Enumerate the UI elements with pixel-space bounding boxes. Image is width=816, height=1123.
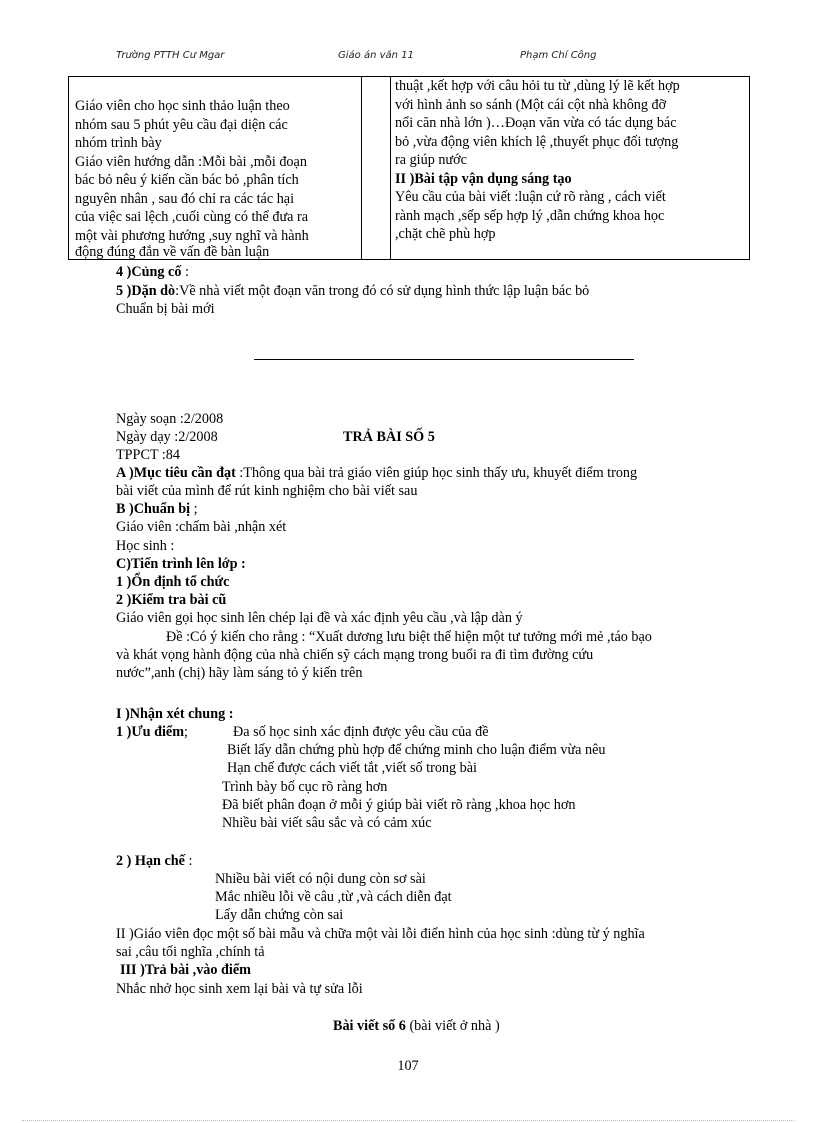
step-review: 2 )Kiểm tra bài cũ xyxy=(116,592,227,608)
goal-line-2: bài viết của mình để rút kinh nghiệm cho bài viết sau xyxy=(116,483,418,499)
topic-line: và khát vọng hành động của nhà chiến sỹ cách mạng trong buổi ra đi tìm đường cứu xyxy=(116,647,594,663)
table-line: với hình ảnh so sánh (Một cái cột nhà không đỡ xyxy=(395,96,667,113)
header-subject: Giáo án văn 11 xyxy=(338,50,414,61)
table-line: một vài phương hướng ,suy nghĩ và hành xyxy=(75,227,309,244)
table-line: Giáo viên cho học sinh thảo luận theo xyxy=(75,98,290,114)
table-line: nguyên nhân , sau đó chỉ ra các tác hại xyxy=(75,190,295,207)
strengths-heading: 1 )Ưu điểm; xyxy=(116,724,188,740)
weakness-item: Nhiều bài viết có nội dung còn sơ sài xyxy=(215,871,426,887)
consolidation-line: 4 )Củng cố : xyxy=(116,264,189,280)
part2-line: II )Giáo viên đọc một số bài mẫu và chữa một vài lỗi điển hình của học sinh :dùng từ ý nghĩa xyxy=(116,926,645,942)
strength-item: Đa số học sinh xác định được yêu cầu của đề xyxy=(233,724,489,740)
lesson-period: TPPCT :84 xyxy=(116,447,180,463)
homework-label: 5 )Dặn dò xyxy=(116,283,176,299)
prep-heading: B )Chuẩn bị ; xyxy=(116,501,198,517)
review-instruction: Giáo viên gọi học sinh lên chép lại đề và xác định yêu cầu ,và lập dàn ý xyxy=(116,610,523,626)
table-line: nổi căn nhà lớn )…Đoạn văn vừa có tác dụng bác xyxy=(395,115,677,131)
page-bottom-border xyxy=(22,1120,794,1121)
table-line: ,chặt chẽ phù hợp xyxy=(395,226,496,242)
remarks-heading: I )Nhận xét chung : xyxy=(116,706,234,722)
strength-item: Đã biết phân đoạn ở mỗi ý giúp bài viết rõ ràng ,khoa học hơn xyxy=(222,797,576,813)
prep-teacher: Giáo viên :chấm bài ,nhận xét xyxy=(116,519,287,535)
strength-item: Nhiều bài viết sâu sắc và có cảm xúc xyxy=(222,815,432,831)
table-line: của việc sai lệch ,cuối cùng có thể đưa ra xyxy=(75,209,309,225)
weakness-item: Lấy dẫn chứng còn sai xyxy=(215,907,344,923)
section-heading: II )Bài tập vận dụng sáng tạo xyxy=(395,170,572,187)
table-line: động đúng đắn về vấn đề bàn luận xyxy=(75,244,270,260)
table-line: nhóm trình bày xyxy=(75,135,162,151)
page-number: 107 xyxy=(397,1058,419,1074)
table-line: nhóm sau 5 phút yêu cầu đại diện các xyxy=(75,116,288,133)
topic-line: Đề :Có ý kiến cho rằng : “Xuất dương lưu biệt thể hiện một tư tưởng mới mẻ ,táo bạo xyxy=(166,629,652,645)
table-line: Giáo viên hướng dẫn :Mỗi bài ,mỗi đoạn xyxy=(75,153,307,170)
part2-line: sai ,câu tối nghĩa ,chính tả xyxy=(116,944,265,960)
prep-student: Học sinh : xyxy=(116,538,175,554)
teacher-activity-cell xyxy=(69,77,362,260)
header-teacher: Phạm Chí Công xyxy=(520,50,597,61)
topic-line: nước”,anh (chị) hãy làm sáng tỏ ý kiến trên xyxy=(116,665,363,681)
goal-line: A )Mục tiêu cần đạt :Thông qua bài trả giáo viên giúp học sinh thấy ưu, khuyết điểm trong xyxy=(116,465,638,481)
next-assignment: Bài viết số 6 (bài viết ở nhà ) xyxy=(333,1018,500,1034)
date-prepared: Ngày soạn :2/2008 xyxy=(116,411,224,427)
weaknesses-heading: 2 ) Hạn chế : xyxy=(116,853,193,869)
table-line: bỏ ,vừa động viên khích lệ ,thuyết phục đối tượng xyxy=(395,133,679,150)
part3-line: Nhắc nhở học sinh xem lại bài và tự sửa lỗi xyxy=(116,981,363,997)
strength-item: Hạn chế được cách viết tắt ,viết số trong bài xyxy=(227,760,477,776)
content-cell xyxy=(391,77,750,260)
strength-item: Trình bày bố cục rõ ràng hơn xyxy=(222,779,388,795)
narrow-column-cell xyxy=(362,77,391,260)
table-line: rành mạch ,sếp sếp hợp lý ,dẫn chứng khoa học xyxy=(395,207,665,224)
lesson-title: TRẢ BÀI SỐ 5 xyxy=(343,429,435,445)
table-line: bác bỏ nêu ý kiến cần bác bỏ ,phân tích xyxy=(75,172,299,188)
step-organize: 1 )Ổn định tổ chức xyxy=(116,574,230,590)
process-heading: C)Tiến trình lên lớp : xyxy=(116,556,246,572)
table-line: thuật ,kết hợp với câu hỏi tu từ ,dùng lý lẽ kết hợp xyxy=(395,78,680,94)
table-line: ra giúp nước xyxy=(395,152,467,168)
consolidation-label: 4 )Củng cố xyxy=(116,264,182,280)
table-line: Yêu cầu của bài viết :luận cứ rõ ràng , cách viết xyxy=(395,189,666,205)
date-taught: Ngày dạy :2/2008 xyxy=(116,429,218,445)
strength-item: Biết lấy dẫn chứng phù hợp để chứng minh cho luận điểm vừa nêu xyxy=(227,742,606,758)
section-divider xyxy=(254,359,634,360)
header-school: Trường PTTH Cư Mgar xyxy=(116,50,225,61)
homework-line: 5 )Dặn dò:Về nhà viết một đoạn văn trong đó có sử dụng hình thức lập luận bác bỏ xyxy=(116,283,590,299)
lesson-table xyxy=(68,76,750,260)
weakness-item: Mắc nhiều lỗi về câu ,từ ,và cách diễn đạt xyxy=(215,889,452,905)
part3-heading: III )Trả bài ,vào điểm xyxy=(120,962,251,978)
prepare-line: Chuẩn bị bài mới xyxy=(116,301,215,317)
